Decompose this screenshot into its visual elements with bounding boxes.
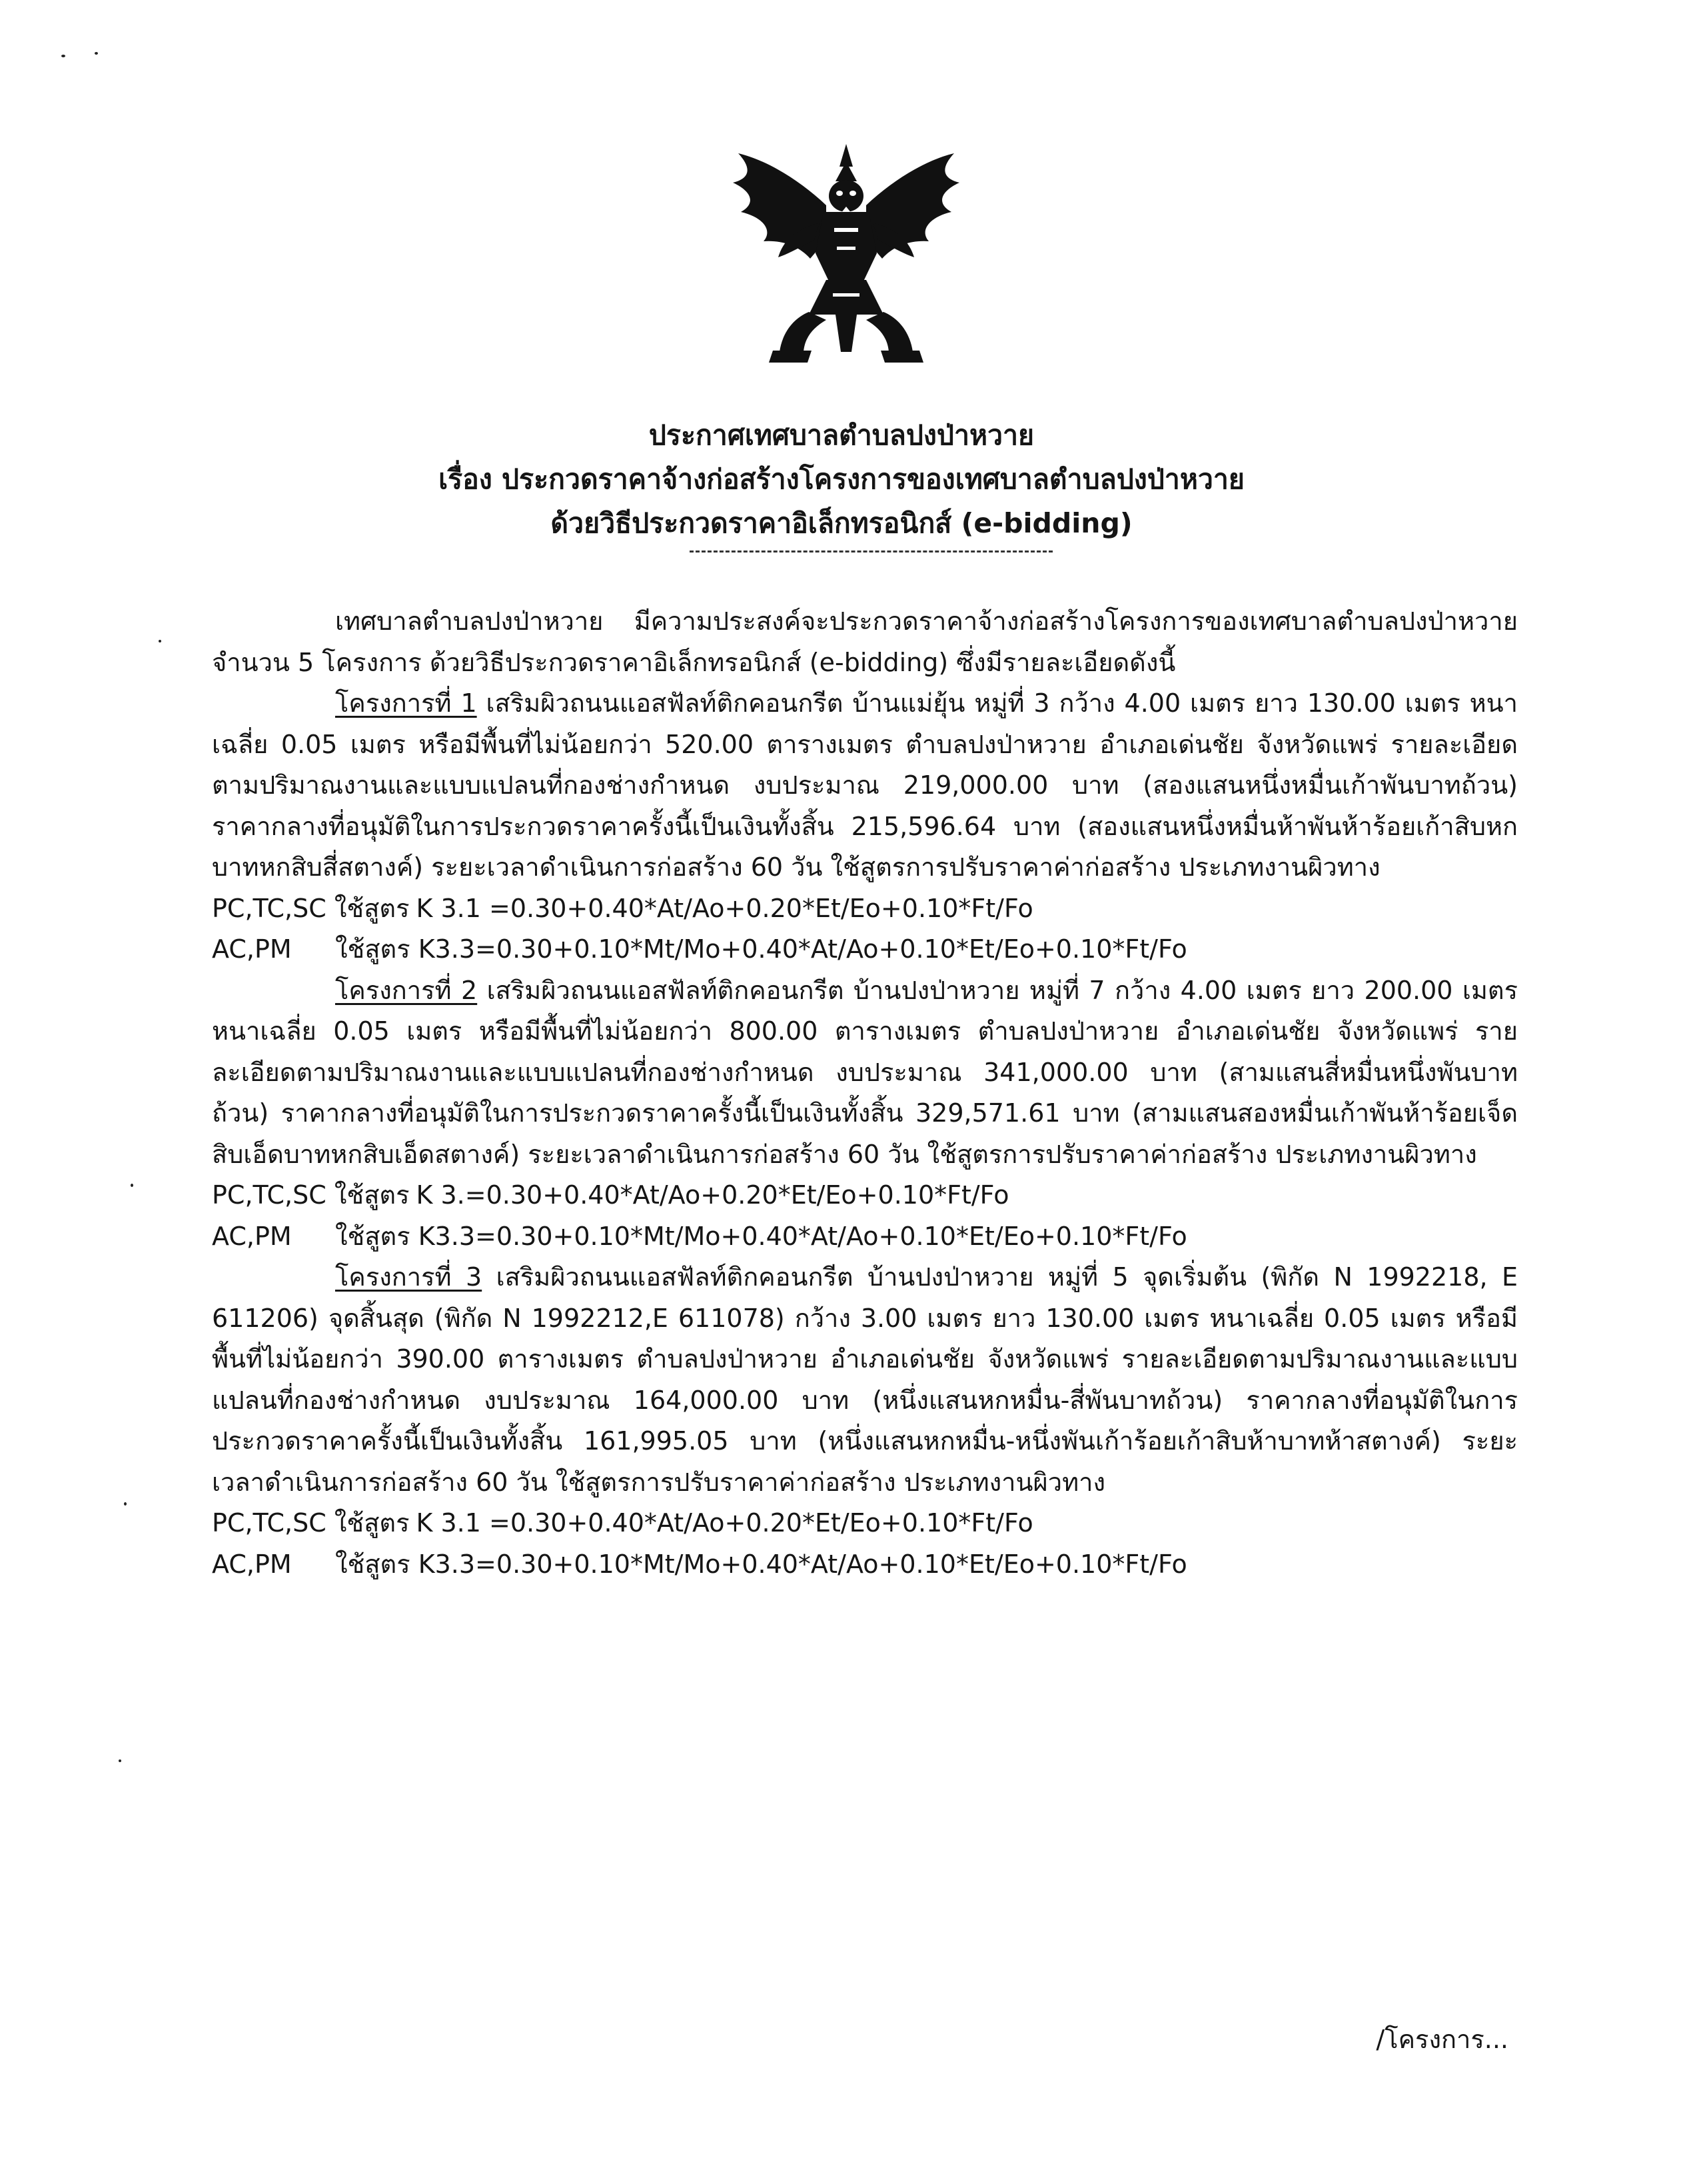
project-3-formula-1-code: PC,TC,SC ใช้สูตร: [212, 1508, 410, 1538]
dashed-divider: [690, 550, 1053, 552]
title-line-2: เรื่อง ประกวดราคาจ้างก่อสร้างโครงการของเทศบาลตำบลปงป่าหวาย: [438, 463, 1245, 495]
project-3-label: โครงการที่ 3: [335, 1262, 482, 1292]
title-line-3: ด้วยวิธีประกวดราคาอิเล็กทรอนิกส์ (e-bidding): [550, 507, 1133, 539]
intro-paragraph: เทศบาลตำบลปงป่าหวาย มีความประสงค์จะประกวดราคาจ้างก่อสร้างโครงการของเทศบาลตำบลปงป่าหวาย จำนวน 5 โครงการ ด้วยวิธีประกวดราคาอิเล็กทรอนิกส์ (e-bidding) ซึ่งมีรายละเอียดดังนี้: [212, 606, 1518, 677]
project-1-formula-2-code: AC,PM: [212, 934, 292, 964]
project-1-formula-2: [212, 929, 1518, 970]
project-2-formula-2-value: ใช้สูตร K3.3=0.30+0.10*Mt/Mo+0.40*At/Ao+0.10*Et/Eo+0.10*Ft/Fo: [335, 1221, 1187, 1251]
project-3-text: เสริมผิวถนนแอสฟัลท์ติกคอนกรีต บ้านปงป่าหวาย หมู่ที่ 5 จุดเริ่มต้น (พิกัด N 1992218, E 611206) จุดสิ้นสุด (พิกัด N 1992212,E 611078) กว้าง 3.00 เมตร ยาว 130.00 เมตร หนาเฉลี่ย 0.05 เมตร หรือมีพื้นที่ไม่น้อยกว่า 390.00 ตารางเมตร ตำบลปงป่าหวาย อำเภอเด่นชัย จังหวัดแพร่ รายละเอียดตามปริมาณงานและแบบแปลนที่กองช่างกำหนด งบประมาณ 164,000.00 บาท (หนึ่งแสนหกหมื่น-สี่พันบาทถ้วน) ราคากลางที่อนุมัติในการประกวดราคาครั้งนี้เป็นเงินทั้งสิ้น 161,995.05 บาท (หนึ่งแสนหกหมื่น-หนึ่งพันเก้าร้อยเก้าสิบห้าบาทห้าสตางค์) ระยะเวลาดำเนินการก่อสร้าง 60 วัน ใช้สูตรการปรับราคาค่าก่อสร้าง ประเภทงานผิวทาง: [212, 1262, 1518, 1497]
project-3-formula-2-value: ใช้สูตร K3.3=0.30+0.10*Mt/Mo+0.40*At/Ao+0.10*Et/Eo+0.10*Ft/Fo: [335, 1549, 1187, 1579]
scan-speck: [95, 52, 98, 55]
project-2-text: เสริมผิวถนนแอสฟัลท์ติกคอนกรีต บ้านปงป่าหวาย หมู่ที่ 7 กว้าง 4.00 เมตร ยาว 200.00 เมตร หนาเฉลี่ย 0.05 เมตร หรือมีพื้นที่ไม่น้อยกว่า 800.00 ตารางเมตร ตำบลปงป่าหวาย อำเภอเด่นชัย จังหวัดแพร่ รายละเอียดตามปริมาณงานและแบบแปลนที่กองช่างกำหนด งบประมาณ 341,000.00 บาท (สามแสนสี่หมื่นหนึ่งพันบาทถ้วน) ราคากลางที่อนุมัติในการประกวดราคาครั้งนี้เป็นเงินทั้งสิ้น 329,571.61 บาท (สามแสนสองหมื่นเก้าพันห้าร้อยเจ็ดสิบเอ็ดบาทหกสิบเอ็ดสตางค์) ระยะเวลาดำเนินการก่อสร้าง 60 วัน ใช้สูตรการปรับราคาค่าก่อสร้าง ประเภทงานผิวทาง: [212, 975, 1518, 1169]
project-1-formula-1-code: PC,TC,SC ใช้สูตร: [212, 893, 410, 923]
project-2-paragraph: [212, 970, 1518, 1176]
scan-speck: [119, 1759, 121, 1762]
scan-speck: [131, 1184, 133, 1187]
continuation-marker: /โครงการ...: [1376, 2025, 1508, 2054]
project-1-paragraph: [212, 683, 1518, 888]
project-3-formula-2-code: AC,PM: [212, 1549, 292, 1579]
project-1-label: โครงการที่ 1: [335, 688, 477, 718]
scan-speck: [61, 55, 65, 57]
project-3-formula-2: [212, 1544, 1518, 1586]
announcement-body: [212, 601, 1518, 1585]
project-2-formula-1-value: K 3.=0.30+0.40*At/Ao+0.20*Et/Eo+0.10*Ft/Fo: [416, 1180, 1009, 1210]
project-2-label: โครงการที่ 2: [335, 975, 478, 1005]
scan-speck: [124, 1502, 127, 1506]
project-1-formula-1-value: K 3.1 =0.30+0.40*At/Ao+0.20*Et/Eo+0.10*Ft/Fo: [416, 893, 1033, 923]
garuda-emblem: [726, 140, 966, 367]
project-2-formula-1: [212, 1175, 1518, 1216]
announcement-title: [0, 413, 1683, 545]
project-2-formula-1-code: PC,TC,SC ใช้สูตร: [212, 1180, 410, 1210]
title-line-1: ประกาศเทศบาลตำบลปงป่าหวาย: [648, 419, 1035, 451]
project-1-formula-1: [212, 888, 1518, 930]
project-3-paragraph: [212, 1257, 1518, 1503]
scan-speck: [159, 640, 161, 642]
project-3-formula-1: [212, 1503, 1518, 1544]
project-2-formula-2: [212, 1216, 1518, 1258]
project-1-formula-2-value: ใช้สูตร K3.3=0.30+0.10*Mt/Mo+0.40*At/Ao+0.10*Et/Eo+0.10*Ft/Fo: [335, 934, 1187, 964]
project-2-formula-2-code: AC,PM: [212, 1221, 292, 1251]
project-3-formula-1-value: K 3.1 =0.30+0.40*At/Ao+0.20*Et/Eo+0.10*Ft/Fo: [416, 1508, 1033, 1538]
project-1-text: เสริมผิวถนนแอสฟัลท์ติกคอนกรีต บ้านแม่ยุ้น หมู่ที่ 3 กว้าง 4.00 เมตร ยาว 130.00 เมตร หนาเฉลี่ย 0.05 เมตร หรือมีพื้นที่ไม่น้อยกว่า 520.00 ตารางเมตร ตำบลปงป่าหวาย อำเภอเด่นชัย จังหวัดแพร่ รายละเอียดตามปริมาณงานและแบบแปลนที่กองช่างกำหนด งบประมาณ 219,000.00 บาท (สองแสนหนึ่งหมื่นเก้าพันบาทถ้วน) ราคากลางที่อนุมัติในการประกวดราคาครั้งนี้เป็นเงินทั้งสิ้น 215,596.64 บาท (สองแสนหนึ่งหมื่นห้าพันห้าร้อยเก้าสิบหกบาทหกสิบสี่สตางค์) ระยะเวลาดำเนินการก่อสร้าง 60 วัน ใช้สูตรการปรับราคาค่าก่อสร้าง ประเภทงานผิวทาง: [212, 688, 1518, 882]
